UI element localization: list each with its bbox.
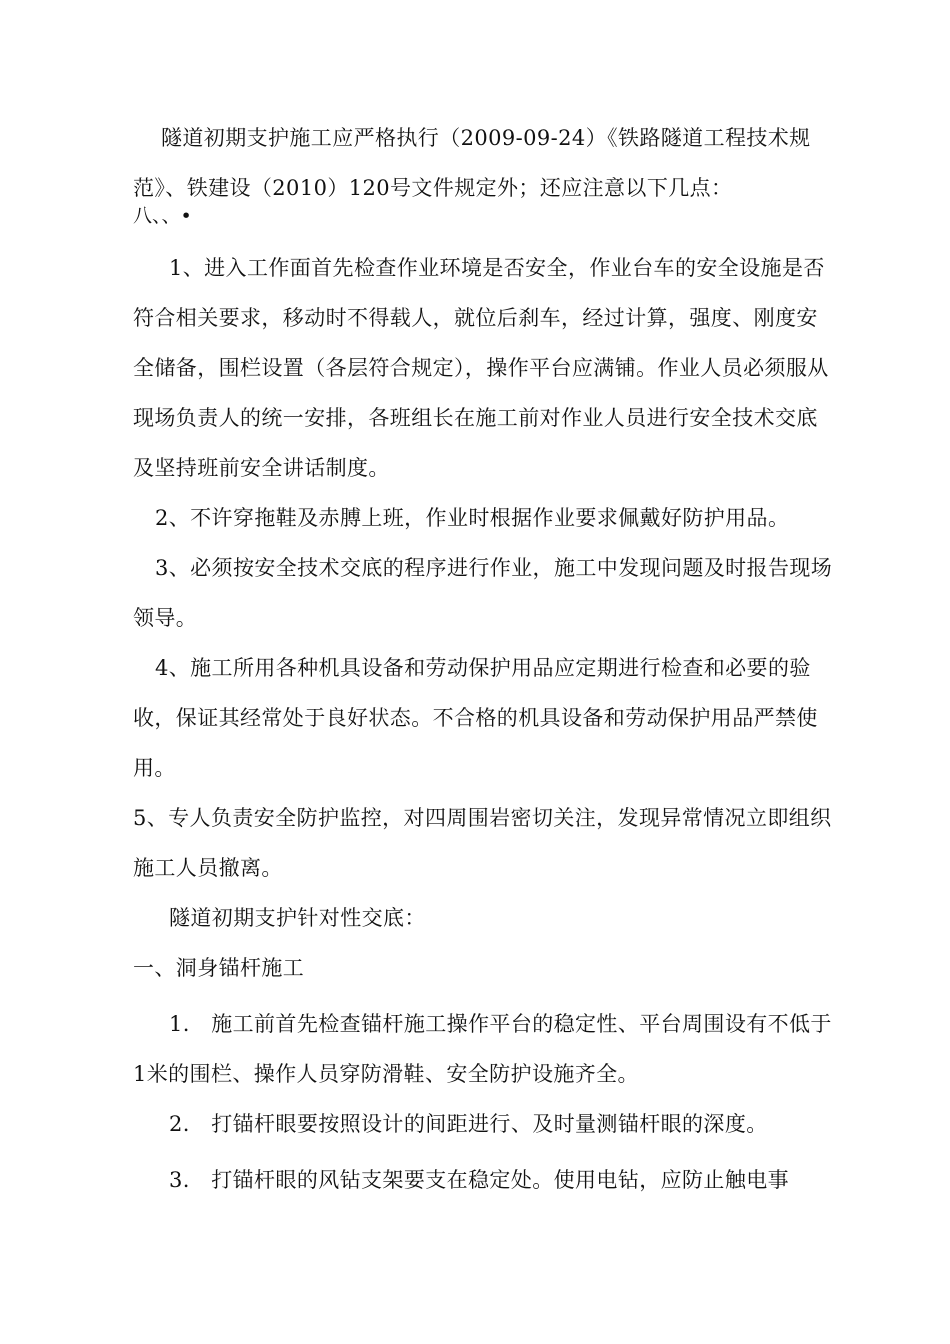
intro-paragraph: 隧道初期支护施工应严格执行（2009-09-24）《铁路隧道工程技术规范》、铁建设（2010）120号文件规定外；还应注意以下几点： [133,126,811,200]
section-heading: 隧道初期支护针对性交底： [169,906,426,930]
sub-item-3-paragraph: 3. 打锚杆眼的风钻支架要支在稳定处。使用电钻，应防止触电事 [169,1168,790,1192]
item-5-paragraph: 5、专人负责安全防护监控，对四周围岩密切关注，发现异常情况立即组织施工人员撤离。 [133,806,832,880]
item-1-paragraph: 1、进入工作面首先检查作业环境是否安全，作业台车的安全设施是否符合相关要求，移动时不得载人，就位后刹车，经过计算，强度、刚度安全储备，围栏设置（各层符合规定），操作平台应满铺。作业人员必须服从现场负责人的统一安排，各班组长在施工前对作业人员进行安全技术交底及坚持班前安全讲话制度。 [133,256,829,480]
item-4-paragraph: 4、施工所用各种机具设备和劳动保护用品应定期进行检查和必要的验收，保证其经常处于良好状态。不合格的机具设备和劳动保护用品严禁使用。 [133,656,818,780]
subsection-heading: 一、洞身锚杆施工 [133,956,305,980]
item-2-paragraph: 2、不许穿拖鞋及赤膊上班，作业时根据作业要求佩戴好防护用品。 [155,506,790,530]
sub-item-1-paragraph: 1. 施工前首先检查锚杆施工操作平台的稳定性、平台周围设有不低于1米的围栏、操作人员穿防滑鞋、安全防护设施齐全。 [133,1012,832,1086]
item-3-paragraph: 3、必须按安全技术交底的程序进行作业，施工中发现问题及时报告现场领导。 [133,556,833,630]
intro-tail-text: 八、、• [133,205,192,227]
sub-item-2-paragraph: 2. 打锚杆眼要按照设计的间距进行、及时量测锚杆眼的深度。 [169,1112,768,1136]
